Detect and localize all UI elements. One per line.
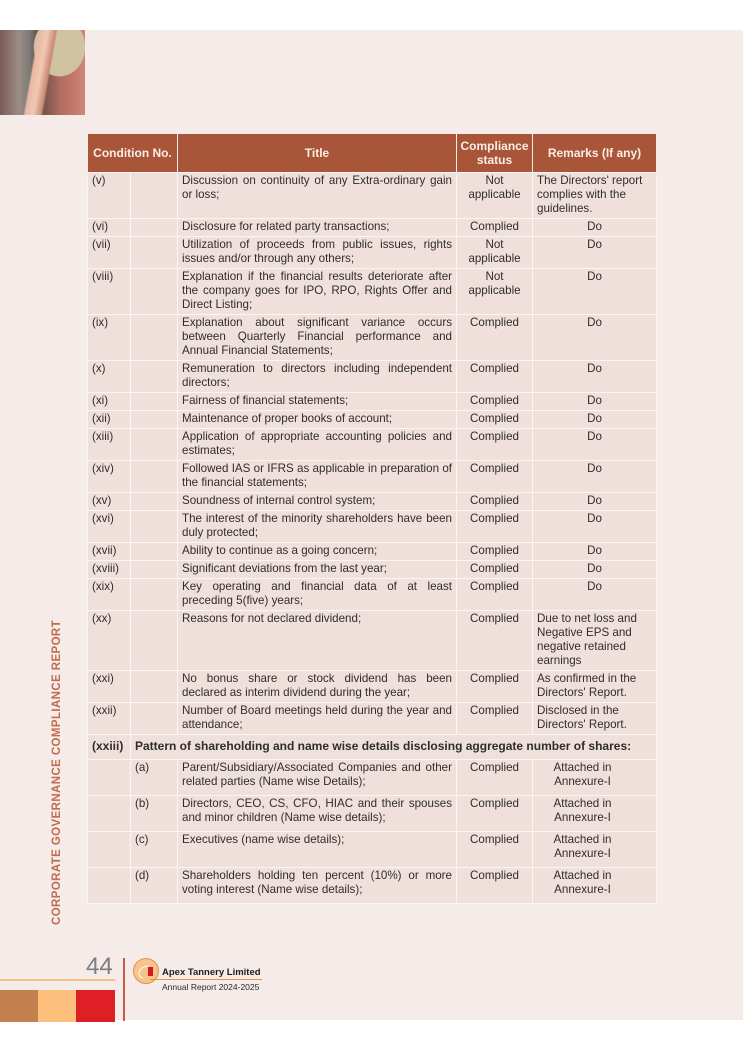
remarks: Do (533, 461, 657, 493)
remarks: Do (533, 493, 657, 511)
table-row (88, 269, 657, 315)
remarks: Do (533, 561, 657, 579)
condition-no: (xviii) (88, 561, 131, 579)
compliance-status: Complied (457, 411, 533, 429)
table-row (88, 579, 657, 611)
compliance-status: Complied (457, 671, 533, 703)
condition-no: (xv) (88, 493, 131, 511)
condition-title: Explanation if the financial results deteriorate after the company goes for IPO, RPO, Rights Offer and Direct Listing; (178, 269, 457, 315)
compliance-table (87, 134, 657, 904)
compliance-status: Complied (457, 760, 533, 796)
condition-title: Remuneration to directors including independent directors; (178, 361, 457, 393)
compliance-status: Complied (457, 219, 533, 237)
condition-title: Maintenance of proper books of account; (178, 411, 457, 429)
condition-sub (131, 543, 178, 561)
condition-sub (131, 511, 178, 543)
condition-title: Utilization of proceeds from public issues, rights issues and/or through any others; (178, 237, 457, 269)
remarks: Do (533, 361, 657, 393)
condition-title: Followed IAS or IFRS as applicable in preparation of the financial statements; (178, 461, 457, 493)
condition-no (88, 760, 131, 796)
condition-sub (131, 411, 178, 429)
condition-sub (131, 393, 178, 411)
compliance-status: Complied (457, 579, 533, 611)
condition-no: (xxii) (88, 703, 131, 735)
condition-sub (131, 461, 178, 493)
condition-sub (131, 671, 178, 703)
table-header-row (88, 134, 657, 173)
compliance-status: Not applicable (457, 269, 533, 315)
compliance-status: Complied (457, 543, 533, 561)
table-row (88, 703, 657, 735)
table-row (88, 543, 657, 561)
compliance-status: Complied (457, 703, 533, 735)
remarks: Do (533, 543, 657, 561)
condition-sub (131, 237, 178, 269)
condition-title: Key operating and financial data of at least preceding 5(five) years; (178, 579, 457, 611)
table-row (88, 315, 657, 361)
table-row (88, 611, 657, 671)
table-row (88, 411, 657, 429)
header-title: Title (178, 134, 457, 173)
apex-logo-icon (133, 958, 159, 984)
compliance-status: Complied (457, 832, 533, 868)
remarks: Do (533, 579, 657, 611)
footer-color-bar-peach (38, 990, 76, 1022)
table-row (88, 461, 657, 493)
condition-no: (xvii) (88, 543, 131, 561)
condition-sub: (b) (131, 796, 178, 832)
table-row (88, 671, 657, 703)
condition-title: The interest of the minority shareholders have been duly protected; (178, 511, 457, 543)
table-row (88, 237, 657, 269)
condition-no (88, 868, 131, 904)
remarks: Due to net loss and Negative EPS and negative retained earnings (533, 611, 657, 671)
remarks: The Directors' report complies with the guidelines. (533, 173, 657, 219)
condition-title: Ability to continue as a going concern; (178, 543, 457, 561)
condition-title: Parent/Subsidiary/Associated Companies and other related parties (Name wise Details); (178, 760, 457, 796)
remarks: As confirmed in the Directors' Report. (533, 671, 657, 703)
table-row (88, 393, 657, 411)
compliance-status: Complied (457, 796, 533, 832)
remarks: Do (533, 219, 657, 237)
compliance-status: Complied (457, 429, 533, 461)
table-row (88, 361, 657, 393)
table-sub-row (88, 760, 657, 796)
condition-no: (vi) (88, 219, 131, 237)
condition-sub (131, 173, 178, 219)
compliance-status: Complied (457, 611, 533, 671)
remarks: Disclosed in the Directors' Report. (533, 703, 657, 735)
condition-sub (131, 579, 178, 611)
condition-title: Application of appropriate accounting policies and estimates; (178, 429, 457, 461)
table-sub-row (88, 832, 657, 868)
section-no: (xxiii) (88, 735, 131, 760)
condition-sub: (d) (131, 868, 178, 904)
table-row (88, 561, 657, 579)
remarks: Do (533, 269, 657, 315)
footer-color-bar-brown (0, 990, 38, 1022)
table-sub-row (88, 868, 657, 904)
condition-sub (131, 429, 178, 461)
side-section-title: CORPORATE GOVERNANCE COMPLIANCE REPORT (51, 619, 63, 925)
compliance-status: Complied (457, 561, 533, 579)
condition-no: (xvi) (88, 511, 131, 543)
remarks: Do (533, 411, 657, 429)
footer-color-bar-red (76, 990, 115, 1022)
condition-no: (xiii) (88, 429, 131, 461)
header-remarks: Remarks (If any) (533, 134, 657, 173)
condition-title: Disclosure for related party transactions; (178, 219, 457, 237)
remarks: Attached in Annexure-I (533, 796, 657, 832)
compliance-status: Complied (457, 868, 533, 904)
remarks: Do (533, 315, 657, 361)
table-row (88, 219, 657, 237)
condition-title: Explanation about significant variance occurs between Quarterly Financial performance and Annual Financial Statements; (178, 315, 457, 361)
table-sub-row (88, 796, 657, 832)
remarks: Attached in Annexure-I (533, 832, 657, 868)
table-row (88, 173, 657, 219)
footer-divider (123, 958, 125, 1021)
condition-no: (vii) (88, 237, 131, 269)
remarks: Do (533, 237, 657, 269)
condition-no: (xix) (88, 579, 131, 611)
compliance-status: Complied (457, 393, 533, 411)
condition-title: Significant deviations from the last year; (178, 561, 457, 579)
table-row (88, 493, 657, 511)
condition-sub (131, 561, 178, 579)
compliance-status: Complied (457, 461, 533, 493)
condition-title: Number of Board meetings held during the year and attendance; (178, 703, 457, 735)
condition-title: Soundness of internal control system; (178, 493, 457, 511)
header-condition-no: Condition No. (88, 134, 178, 173)
compliance-status: Complied (457, 361, 533, 393)
condition-no: (xx) (88, 611, 131, 671)
condition-title: Reasons for not declared dividend; (178, 611, 457, 671)
condition-sub (131, 361, 178, 393)
remarks: Attached in Annexure-I (533, 868, 657, 904)
condition-sub (131, 493, 178, 511)
table-row (88, 429, 657, 461)
condition-no: (ix) (88, 315, 131, 361)
section-row (88, 735, 657, 760)
condition-sub (131, 315, 178, 361)
header-compliance-status: Compliance status (457, 134, 533, 173)
condition-title: No bonus share or stock dividend has been declared as interim dividend during the year; (178, 671, 457, 703)
condition-no: (xxi) (88, 671, 131, 703)
condition-no: (x) (88, 361, 131, 393)
compliance-status: Not applicable (457, 237, 533, 269)
condition-title: Shareholders holding ten percent (10%) or more voting interest (Name wise details); (178, 868, 457, 904)
condition-sub (131, 611, 178, 671)
compliance-status: Complied (457, 493, 533, 511)
condition-title: Fairness of financial statements; (178, 393, 457, 411)
condition-sub: (a) (131, 760, 178, 796)
condition-no: (xii) (88, 411, 131, 429)
condition-title: Discussion on continuity of any Extra-ordinary gain or loss; (178, 173, 457, 219)
page-number: 44 (86, 953, 113, 980)
condition-sub (131, 703, 178, 735)
table-row (88, 511, 657, 543)
condition-title: Directors, CEO, CS, CFO, HIAC and their spouses and minor children (Name wise details); (178, 796, 457, 832)
condition-sub (131, 219, 178, 237)
condition-sub (131, 269, 178, 315)
condition-no (88, 832, 131, 868)
compliance-status: Complied (457, 511, 533, 543)
compliance-status: Not applicable (457, 173, 533, 219)
remarks: Do (533, 511, 657, 543)
section-title: Pattern of shareholding and name wise details disclosing aggregate number of shares: (131, 735, 657, 760)
compliance-status: Complied (457, 315, 533, 361)
remarks: Attached in Annexure-I (533, 760, 657, 796)
condition-no (88, 796, 131, 832)
leather-photo (0, 30, 85, 115)
remarks: Do (533, 393, 657, 411)
company-name: Apex Tannery Limited (162, 967, 261, 978)
condition-title: Executives (name wise details); (178, 832, 457, 868)
condition-sub: (c) (131, 832, 178, 868)
company-rule (150, 979, 262, 980)
condition-no: (xiv) (88, 461, 131, 493)
condition-no: (xi) (88, 393, 131, 411)
condition-no: (v) (88, 173, 131, 219)
remarks: Do (533, 429, 657, 461)
report-title: Annual Report 2024-2025 (162, 982, 260, 992)
condition-no: (viii) (88, 269, 131, 315)
